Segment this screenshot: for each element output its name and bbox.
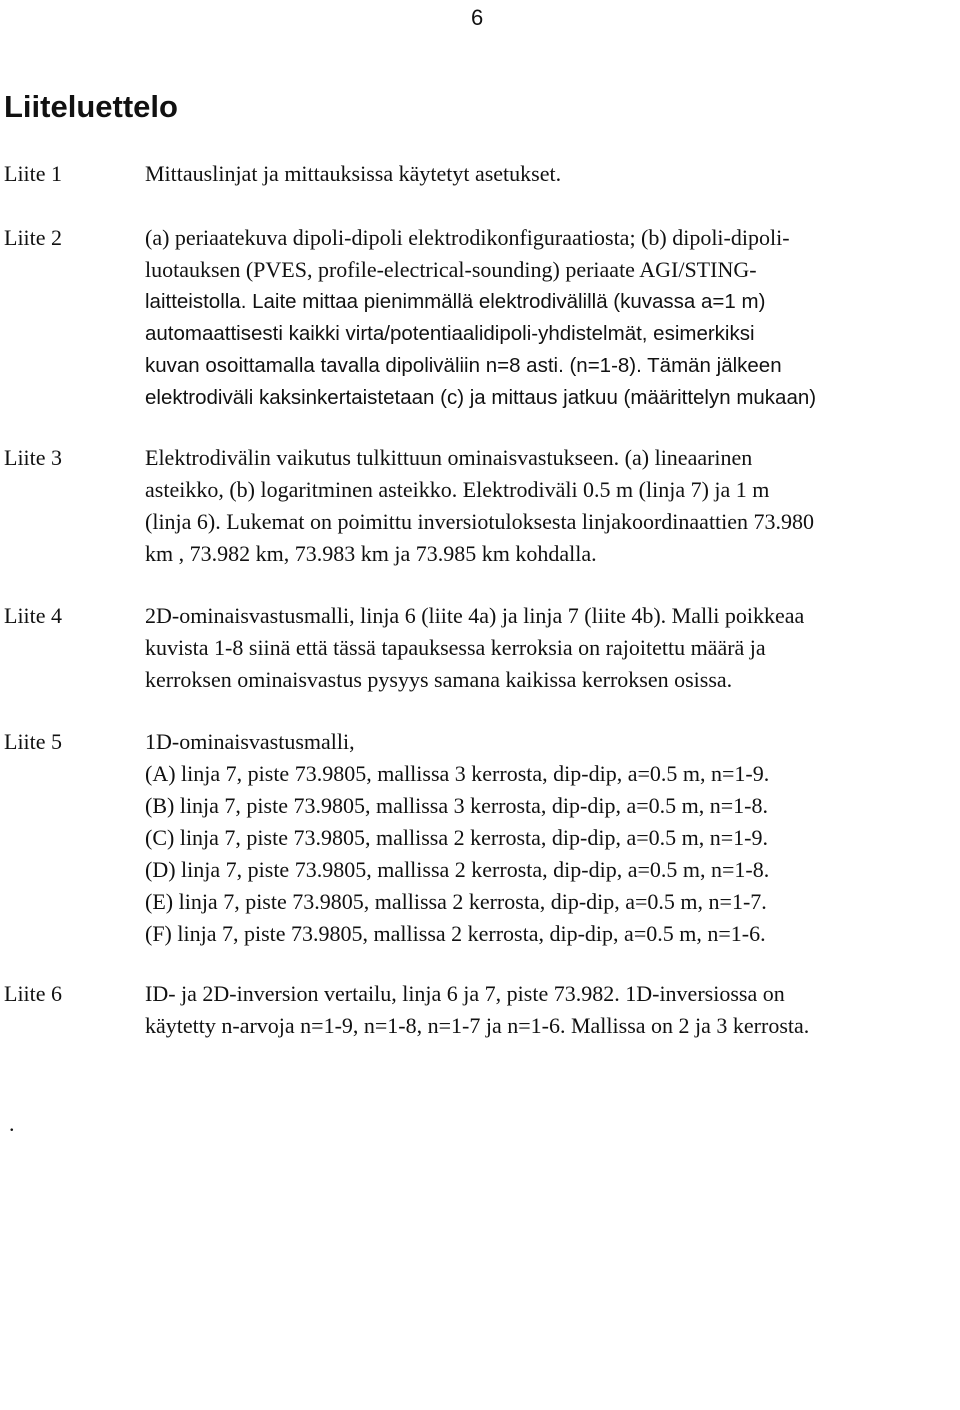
entry-line: käytetty n-arvoja n=1-9, n=1-8, n=1-7 ja n=1-6. Mallissa on 2 ja 3 kerrosta. <box>145 1013 810 1038</box>
entry-line: elektrodiväli kaksinkertaistetaan (c) ja mittaus jatkuu (määrittelyn mukaan) <box>145 386 817 409</box>
entry-line: (D) linja 7, piste 73.9805, mallissa 2 kerrosta, dip-dip, a=0.5 m, n=1-8. <box>145 857 770 882</box>
entry-line: kuvan osoittamalla tavalla dipoliväliin n=8 asti. (n=1-8). Tämän jälkeen <box>145 354 782 377</box>
entry-line: (linja 6). Lukemat on poimittu inversiotuloksesta linjakoordinaattien 73.980 <box>145 509 815 534</box>
entry-line: kuvista 1-8 siinä että tässä tapauksessa kerroksia on rajoitettu määrä ja <box>145 635 766 660</box>
page-title: Liiteluettelo <box>4 89 178 124</box>
stray-dot: . <box>9 1111 15 1136</box>
entry-description <box>145 726 957 950</box>
entry-line: kerroksen ominaisvastus pysyys samana kaikissa kerroksen osissa. <box>145 667 733 692</box>
entry-description <box>145 222 957 414</box>
entry-line: 2D-ominaisvastusmalli, linja 6 (liite 4a) ja linja 7 (liite 4b). Malli poikkeaa <box>145 603 805 628</box>
entry-label: Liite 1 <box>4 161 63 186</box>
entry-label: Liite 3 <box>4 445 63 470</box>
entry-line: (C) linja 7, piste 73.9805, mallissa 2 kerrosta, dip-dip, a=0.5 m, n=1-9. <box>145 825 769 850</box>
entry-description <box>145 158 957 190</box>
entry-line: automaattisesti kaikki virta/potentiaalidipoli-yhdistelmät, esimerkiksi <box>145 322 755 345</box>
entry-label: Liite 5 <box>4 729 63 754</box>
entry-line: (F) linja 7, piste 73.9805, mallissa 2 kerrosta, dip-dip, a=0.5 m, n=1-6. <box>145 921 766 946</box>
entry-description <box>145 442 957 570</box>
entry-label: Liite 4 <box>4 603 63 628</box>
entry-line: km , 73.982 km, 73.983 km ja 73.985 km kohdalla. <box>145 541 597 566</box>
entry-line: (E) linja 7, piste 73.9805, mallissa 2 kerrosta, dip-dip, a=0.5 m, n=1-7. <box>145 889 767 914</box>
entry-line: (A) linja 7, piste 73.9805, mallissa 3 kerrosta, dip-dip, a=0.5 m, n=1-9. <box>145 761 770 786</box>
entry-label: Liite 2 <box>4 225 63 250</box>
entry-label: Liite 6 <box>4 981 63 1006</box>
entry-line: luotauksen (PVES, profile-electrical-sounding) periaate AGI/STING- <box>145 257 757 282</box>
entry-line: (a) periaatekuva dipoli-dipoli elektrodikonfiguraatiosta; (b) dipoli-dipoli- <box>145 225 790 250</box>
entry-line: 1D-ominaisvastusmalli, <box>145 729 355 754</box>
entry-line: laitteistolla. Laite mittaa pienimmällä elektrodivälillä (kuvassa a=1 m) <box>145 290 766 313</box>
entry-description <box>145 978 957 1042</box>
entry-line: asteikko, (b) logaritminen asteikko. Elektrodiväli 0.5 m (linja 7) ja 1 m <box>145 477 770 502</box>
page-number: 6 <box>471 5 484 30</box>
entry-line: Elektrodivälin vaikutus tulkittuun ominaisvastukseen. (a) lineaarinen <box>145 445 753 470</box>
entry-line: ID- ja 2D-inversion vertailu, linja 6 ja 7, piste 73.982. 1D-inversiossa on <box>145 981 785 1006</box>
entry-line: (B) linja 7, piste 73.9805, mallissa 3 kerrosta, dip-dip, a=0.5 m, n=1-8. <box>145 793 769 818</box>
entry-line: Mittauslinjat ja mittauksissa käytetyt asetukset. <box>145 161 562 186</box>
entry-description <box>145 600 957 696</box>
